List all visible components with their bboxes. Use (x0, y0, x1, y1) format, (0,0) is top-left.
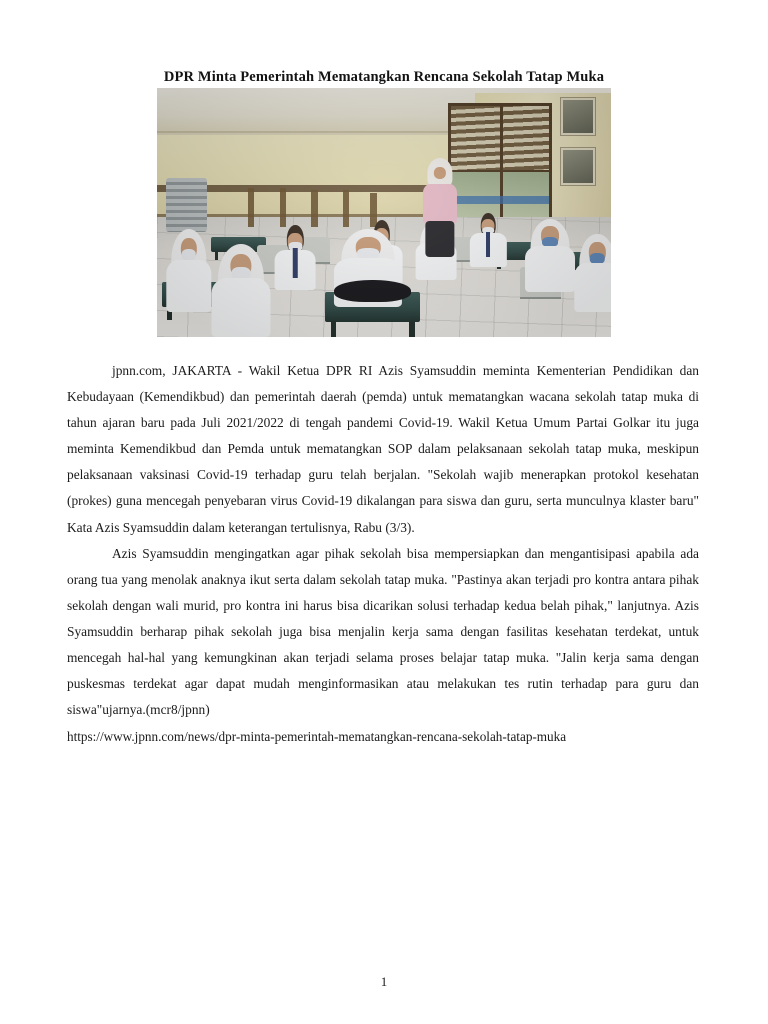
student-figure (166, 227, 211, 312)
student-uniform (575, 263, 611, 312)
background-furniture-4 (343, 190, 349, 227)
window-sill (451, 196, 549, 204)
page-number: 1 (380, 974, 388, 989)
teacher-figure (423, 158, 457, 258)
source-url-link[interactable]: https://www.jpnn.com/news/dpr-minta-pemerintah-mematangkan-rencana-sekolah-tatap-muka (67, 729, 567, 744)
paragraph-1: jpnn.com, JAKARTA - Wakil Ketua DPR RI Azis Syamsuddin meminta Kementerian Pendidikan dan Kebudayaan (Kemendikbud) dan pemerintah daerah (pemda) untuk mematangkan wacana sekolah tatap muka di tahun ajaran baru pada Juli 2021/2022 di tengah pandemi Covid-19. Wakil Ketua Umum Partai Golkar itu juga meminta Kemendikbud dan Pemda untuk mematangkan SOP dalam pelaksanaan sekolah tatap muka, meskipun pelaksanaan vaksinasi Covid-19 terhadap guru telah berjalan. "Sekolah wajib menerapkan protokol kesehatan (prokes) guna mencegah penyebaran virus Covid-19 dikalangan para siswa dan guru, serta munculnya klaster baru" Kata Azis Syamsuddin dalam keterangan tertulisnya, Rabu (3/3). (67, 363, 699, 535)
article-body (67, 358, 699, 723)
wall-picture-1 (561, 98, 595, 135)
student-figure (470, 213, 506, 268)
student-tie (486, 232, 490, 257)
paragraph-2: Azis Syamsuddin mengingatkan agar pihak sekolah bisa mempersiapkan dan mengantisipasi apabila ada orang tua yang menolak anaknya ikut serta dalam sekolah tatap muka. "Pastinya akan terjadi pro kontra antara pihak sekolah dengan wali murid, pro kontra ini harus bisa dicarikan solusi terhadap kedua belah pihak," lanjutnya. Azis Syamsuddin berharap pihak sekolah juga bisa menjalin kerja sama dengan fasilitas kesehatan terdekat, untuk mencegah hal-hal yang kemungkinan akan terjadi selama proses belajar tatap muka. "Jalin kerja sama dengan puskesmas terdekat agar dapat mudah menginformasikan atau melakukan tes rutin terhadap para guru dan siswa"ujarnya.(mcr8/jpnn) (67, 545, 699, 718)
student-uniform (525, 246, 575, 292)
stacked-chairs (166, 178, 207, 233)
background-furniture-1 (248, 188, 254, 228)
teacher-face (433, 167, 445, 179)
student-figure (575, 232, 611, 312)
photo-window (448, 103, 552, 223)
student-tie (293, 248, 297, 278)
teacher-top (423, 184, 457, 224)
student-uniform (166, 260, 211, 312)
teacher-skirt (425, 221, 454, 257)
student-backpack (334, 280, 411, 302)
background-furniture-3 (311, 190, 317, 227)
student-uniform (211, 278, 270, 337)
wall-picture-2 (561, 148, 595, 185)
article-photo (157, 88, 611, 337)
background-furniture-2 (280, 188, 286, 228)
classroom-photo-illustration (157, 88, 611, 337)
student-figure (211, 242, 270, 337)
student-figure (525, 217, 575, 292)
page-title: DPR Minta Pemerintah Mematangkan Rencana Sekolah Tatap Muka (163, 68, 605, 85)
student-figure (275, 225, 316, 290)
